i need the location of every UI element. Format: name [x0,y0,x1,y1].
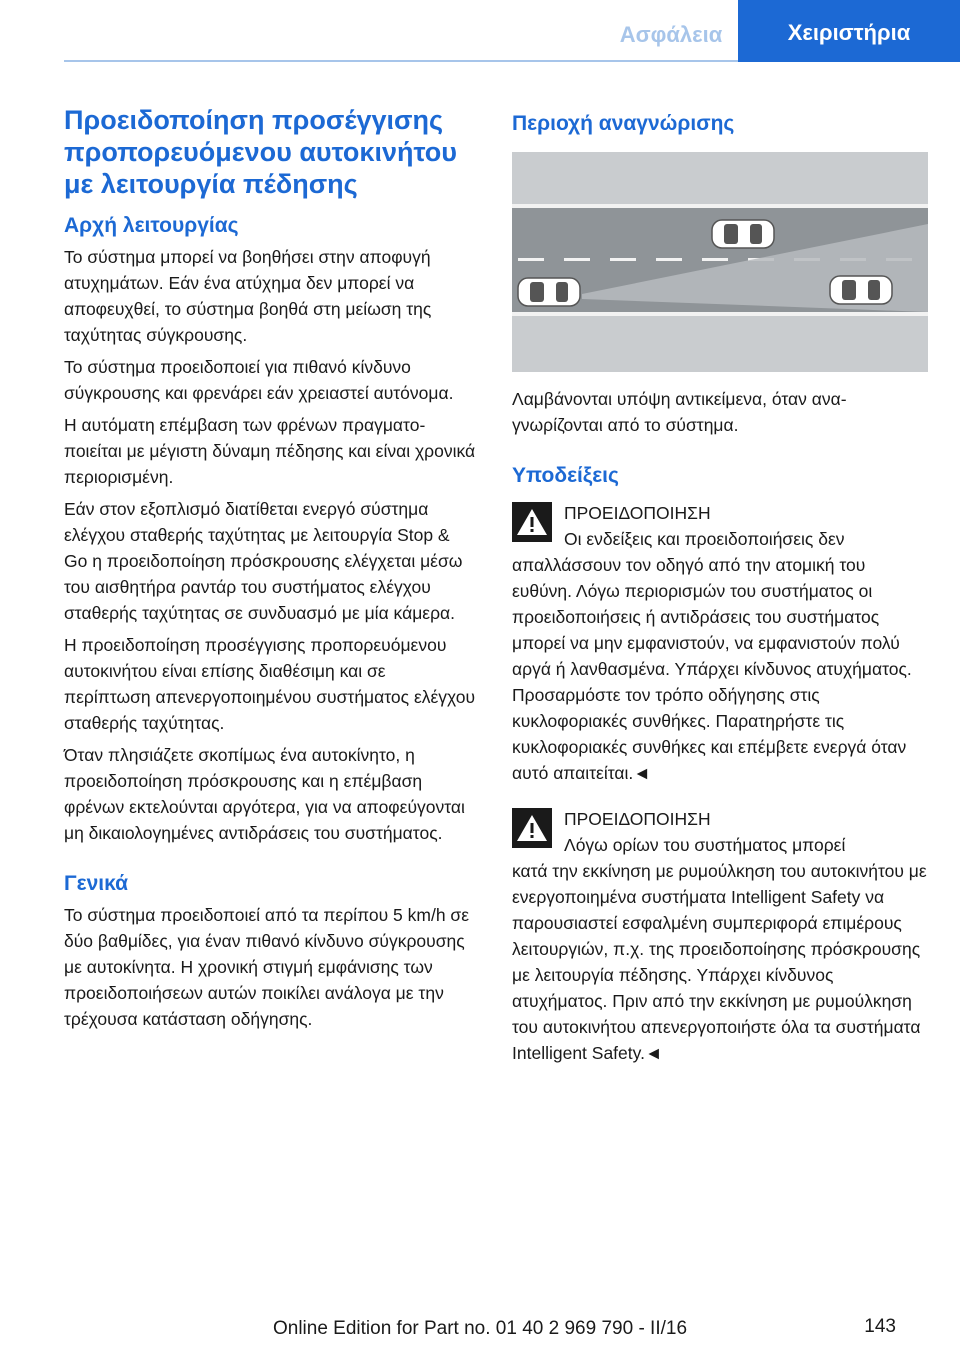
warning-block [512,806,928,1066]
car-front-icon [712,220,774,248]
paragraph: Η αυτόματη επέμβαση των φρένων πραγματοποιείται με μέγιστη δύναμη πέδησης και είναι χρονικά περιορισμένη. [64,415,476,487]
car-own-icon [518,278,580,306]
warning-triangle-icon [512,502,552,542]
section-title-general: Γενικά [64,872,129,895]
page-header [0,0,960,62]
road-illustration [512,152,928,372]
section-title-notes: Υποδείξεις [512,464,619,487]
section-title-principle: Αρχή λειτουργίας [64,214,239,237]
warning-text: κατά την εκκίνηση με ρυμούλκηση του αυτοκινήτου με ενεργοποιημένα συστήματα Intelligent Safety να παρουσιαστεί εσφαλμένη συμπεριφορά επιμέρους λειτουργιών, π.χ. της προειδοποίησης πρόσκρουσης με λειτουργία πέδησης. Υπάρχει κίνδυνος ατυχήματος. Πριν από την εκκίνηση με ρυμούλκηση του αυτοκινήτου απενεργοποιήστε όλα τα συστήματα Intelligent Safety.◄ [512,861,927,1063]
right-column [512,104,928,1066]
warning-triangle-icon [512,808,552,848]
tab-safety[interactable]: Ασφάλεια [619,22,723,47]
page-number: 143 [864,1316,896,1337]
paragraph: Το σύστημα προειδοποιεί από τα περίπου 5 km/h σε δύο βαθμίδες, για έναν πιθανό κίνδυνο σύγκρουσης με αυτοκίνητα. Η χρονική στιγμή εμφάνισης των προειδοποιήσεων αυτών ποικίλει ανάλογα με την τρέχουσα κατάσταση οδήγησης. [64,905,470,1029]
warning-heading: ΠΡΟΕΙΔΟΠΟΙΗΣΗ [564,503,711,523]
paragraph: Το σύστημα μπορεί να βοηθήσει στην αποφυγή ατυχημάτων. Εάν ένα ατύχημα δεν μπορεί να αποφευχθεί, το σύστημα βοηθά στη μείωση της ταχύτητας σύγκρουσης. [64,247,432,345]
warning-text: απαλλάσσουν τον οδηγό από την ατομική του ευθύνη. Λόγω περιορισμών του συστήματος οι προειδοποιήσεις ή αντιδράσεις του συστήματος μπορεί να μην εμφανιστούν, να εμφανιστούν πολύ αργά ή λανθασμένα. Υπάρχει κίνδυνος ατυχήματος. Προσαρμόστε τον τρόπο οδήγησης στις κυκλοφοριακές συνθήκες. Παρατηρήστε τις κυκλοφοριακές συνθήκες και επέμβετε ενεργά όταν αυτό απαιτείται.◄ [512,555,912,783]
footer-edition: Online Edition for Part no. 01 40 2 969 790 - II/16 [272,1318,688,1339]
left-column [64,104,476,1038]
paragraph: Το σύστημα προειδοποιεί για πιθανό κίνδυνο σύγκρουσης και φρενάρει εάν χρειαστεί αυτόνομα. [64,357,454,403]
warning-first-line: Λόγω ορίων του συστήματος μπορεί [564,835,846,855]
figure-caption: Λαμβάνονται υπόψη αντικείμενα, όταν αναγνωρίζονται από το σύστημα. [512,389,847,435]
paragraph: Η προειδοποίηση προσέγγισης προπορευόμενου αυτοκινήτου είναι επίσης διαθέσιμη και σε περίπτωση απενεργοποιημένου συστήματος ελέγχου σταθερής ταχύτητας. [64,635,476,733]
paragraph: Όταν πλησιάζετε σκοπίμως ένα αυτοκίνητο, η προειδοποίηση πρόσκρουσης και η επέμβαση φρένων εκτελούνται αργότερα, για να αποφεύγονται μη δικαιολογημένες αντιδράσεις του συστήματος. [64,745,465,843]
section-title-detection-area: Περιοχή αναγνώρισης [512,112,735,135]
detection-area-figure [512,152,928,372]
warning-first-line: Οι ενδείξεις και προειδοποιήσεις δεν [564,529,845,549]
warning-heading: ΠΡΟΕΙΔΟΠΟΙΗΣΗ [564,809,711,829]
warning-block [512,500,928,786]
tab-controls[interactable]: Χειριστήρια [738,0,960,62]
page-title: Προειδοποίηση προσέγγισης προπορευόμενου αυτοκινήτου με λειτουργία πέδησης [64,105,457,199]
paragraph: Εάν στον εξοπλισμό διατίθεται ενεργό σύστημα ελέγχου σταθερής ταχύτητας με λειτουργία Stop & Go η προειδοποίηση πρόσκρουσης ελέγχεται μέσω του αισθητήρα ραντάρ του συστήματος ελέγχου σταθερής ταχύτητας σε συνδυασμό με μία κάμερα. [64,499,463,623]
car-ahead-icon [830,276,892,304]
